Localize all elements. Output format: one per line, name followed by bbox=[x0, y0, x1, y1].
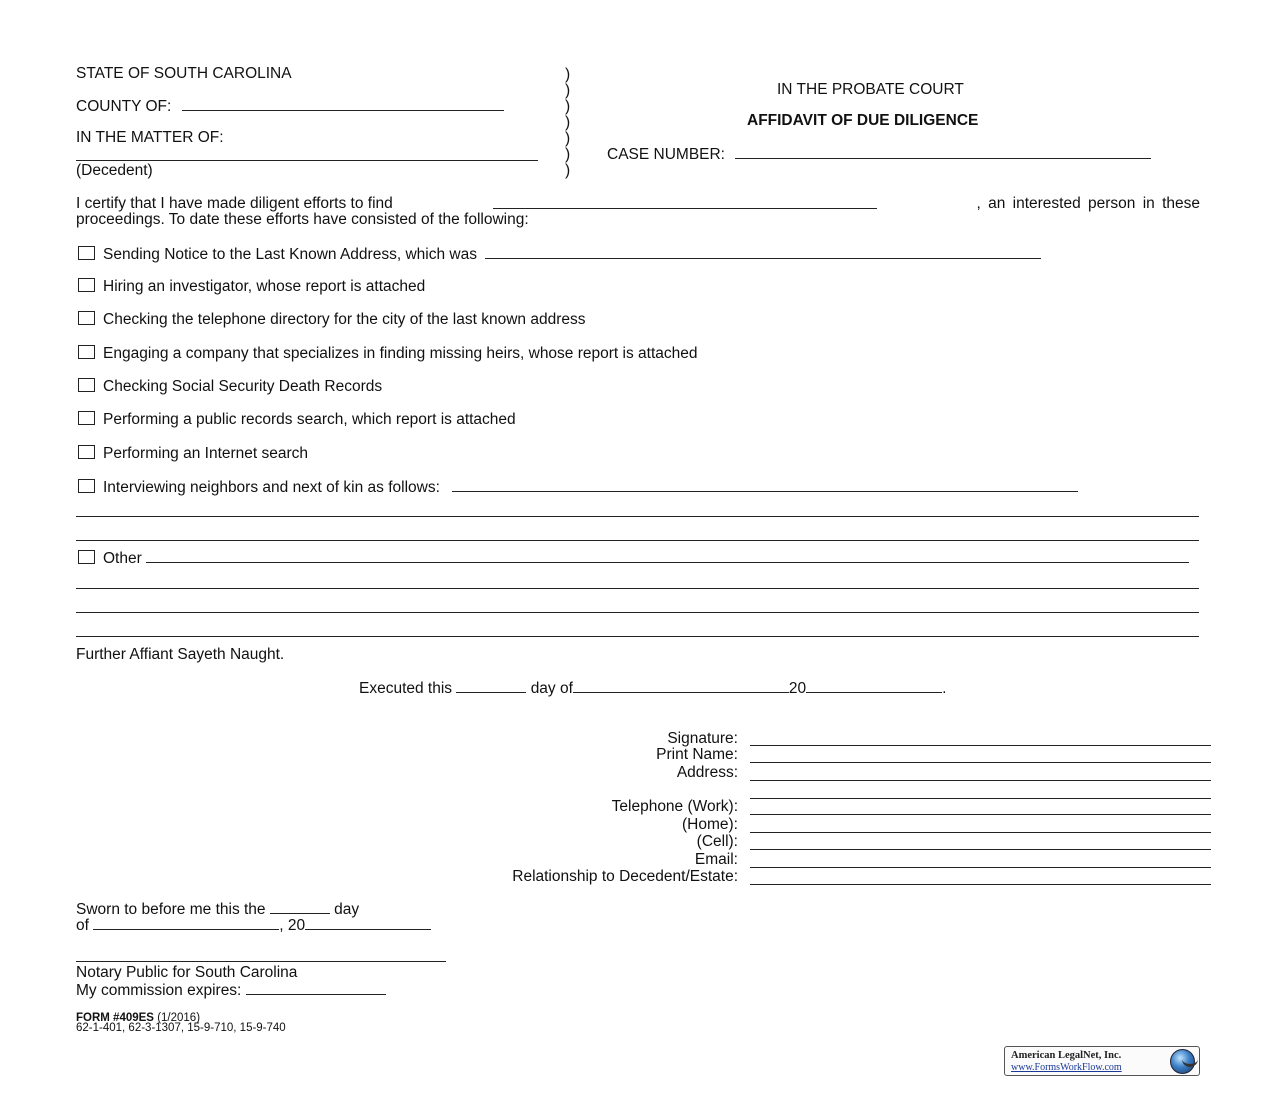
executed-year-label: 20 bbox=[788, 680, 807, 697]
executed-year-input-line[interactable] bbox=[806, 679, 942, 693]
email-input-line[interactable] bbox=[750, 867, 1211, 868]
option-social-security bbox=[78, 378, 382, 396]
telephone-home-input-line[interactable] bbox=[750, 832, 1211, 833]
sworn-day-input-line[interactable] bbox=[270, 900, 330, 914]
option-label: Checking Social Security Death Records bbox=[103, 378, 383, 395]
checkbox[interactable] bbox=[78, 550, 95, 564]
checkbox[interactable] bbox=[78, 278, 95, 292]
signature-label: Signature: bbox=[667, 730, 738, 747]
caption-paren: ) bbox=[565, 98, 571, 115]
last-known-address-input-line[interactable] bbox=[485, 245, 1041, 259]
sworn-label: Sworn to before me this the bbox=[76, 901, 266, 918]
option-label: Sending Notice to the Last Known Address, which was bbox=[103, 246, 477, 263]
email-label: Email: bbox=[694, 851, 738, 868]
sworn-year-label: , 20 bbox=[279, 917, 306, 934]
county-label: COUNTY OF: bbox=[76, 98, 172, 115]
option-telephone-directory bbox=[78, 311, 586, 329]
case-number-input-line[interactable] bbox=[735, 145, 1151, 159]
executed-day-of-label: day of bbox=[530, 680, 573, 697]
commission-line bbox=[76, 981, 386, 1000]
telephone-work-input-line[interactable] bbox=[750, 814, 1211, 815]
sworn-month-line bbox=[76, 916, 431, 935]
affiant-statement: Further Affiant Sayeth Naught. bbox=[76, 646, 285, 663]
option-label: Interviewing neighbors and next of kin as follows: bbox=[103, 479, 440, 496]
option-label: Checking the telephone directory for the city of the last known address bbox=[103, 311, 586, 328]
caption-paren: ) bbox=[565, 130, 571, 147]
county-field bbox=[76, 97, 504, 116]
checkbox[interactable] bbox=[78, 378, 95, 392]
interviewing-continuation-line[interactable] bbox=[76, 516, 1199, 517]
court-name: IN THE PROBATE COURT bbox=[777, 81, 964, 98]
notary-signature-input-line[interactable] bbox=[76, 948, 446, 962]
checkbox[interactable] bbox=[78, 311, 95, 325]
sworn-of-label: of bbox=[76, 917, 89, 934]
caption-paren: ) bbox=[565, 66, 571, 83]
caption-paren: ) bbox=[565, 162, 571, 179]
option-label: Performing a public records search, which report is attached bbox=[103, 411, 516, 428]
telephone-work-label: Telephone (Work): bbox=[611, 798, 738, 815]
option-investigator bbox=[78, 278, 425, 296]
option-label: Other bbox=[103, 550, 142, 567]
other-continuation-line[interactable] bbox=[76, 612, 1199, 613]
print-name-input-line[interactable] bbox=[750, 762, 1211, 763]
logo-url-link[interactable]: www.FormsWorkFlow.com bbox=[1011, 1062, 1122, 1073]
option-interviewing bbox=[78, 478, 1078, 497]
intro-text-start: I certify that I have made diligent efforts to find bbox=[76, 195, 393, 212]
address-input-line-2[interactable] bbox=[750, 798, 1211, 799]
option-other bbox=[78, 549, 1189, 568]
state-label: STATE OF SOUTH CAROLINA bbox=[76, 65, 292, 82]
relationship-label: Relationship to Decedent/Estate: bbox=[512, 868, 738, 885]
caption-paren: ) bbox=[565, 146, 571, 163]
case-number-label: CASE NUMBER: bbox=[607, 146, 725, 163]
case-number-field bbox=[607, 145, 1151, 164]
address-input-line[interactable] bbox=[750, 780, 1211, 781]
option-label: Hiring an investigator, whose report is attached bbox=[103, 278, 426, 295]
execution-date-line: Executed this day of 20 . bbox=[359, 680, 947, 697]
american-legalnet-logo[interactable] bbox=[1004, 1046, 1200, 1076]
sworn-day-label: day bbox=[334, 901, 360, 918]
commission-label: My commission expires: bbox=[76, 982, 242, 999]
other-continuation-line[interactable] bbox=[76, 588, 1199, 589]
telephone-cell-label: (Cell): bbox=[696, 833, 738, 850]
relationship-input-line[interactable] bbox=[750, 884, 1211, 885]
option-last-known-address bbox=[78, 245, 1041, 264]
checkbox[interactable] bbox=[78, 345, 95, 359]
checkbox[interactable] bbox=[78, 246, 95, 260]
option-public-records bbox=[78, 411, 516, 429]
caption-paren: ) bbox=[565, 82, 571, 99]
commission-input-line[interactable] bbox=[246, 981, 386, 995]
print-name-label: Print Name: bbox=[656, 746, 738, 763]
interviewing-continuation-line[interactable] bbox=[76, 540, 1199, 541]
sworn-year-input-line[interactable] bbox=[305, 916, 431, 930]
option-label: Performing an Internet search bbox=[103, 445, 309, 462]
intro-line-2: proceedings. To date these efforts have consisted of the following: bbox=[76, 211, 529, 228]
option-internet-search bbox=[78, 445, 308, 463]
executed-day-input-line[interactable] bbox=[456, 679, 526, 693]
telephone-home-label: (Home): bbox=[682, 816, 738, 833]
interviewing-input-line[interactable] bbox=[452, 478, 1078, 492]
option-label: Engaging a company that specializes in finding missing heirs, whose report is attached bbox=[103, 345, 698, 362]
telephone-cell-input-line[interactable] bbox=[750, 849, 1211, 850]
executed-month-input-line[interactable] bbox=[573, 679, 789, 693]
checkbox[interactable] bbox=[78, 479, 95, 493]
form-number: FORM #409ES bbox=[76, 1012, 154, 1024]
signature-input-line[interactable] bbox=[750, 745, 1211, 746]
checkbox[interactable] bbox=[78, 445, 95, 459]
notary-title: Notary Public for South Carolina bbox=[76, 964, 298, 981]
form-date: (1/2016) bbox=[157, 1012, 201, 1024]
interested-person-input-line[interactable] bbox=[493, 195, 877, 209]
decedent-name-input-line[interactable] bbox=[76, 147, 538, 161]
county-input-line[interactable] bbox=[182, 97, 504, 111]
logo-company-name: American LegalNet, Inc. bbox=[1011, 1050, 1122, 1061]
other-continuation-line[interactable] bbox=[76, 636, 1199, 637]
other-input-line[interactable] bbox=[146, 549, 1189, 563]
statutes: 62-1-401, 62-3-1307, 15-9-710, 15-9-740 bbox=[76, 1022, 286, 1034]
checkbox[interactable] bbox=[78, 411, 95, 425]
matter-label: IN THE MATTER OF: bbox=[76, 129, 224, 146]
caption-paren: ) bbox=[565, 114, 571, 131]
intro-text-end: , an interested person in these bbox=[976, 195, 1200, 212]
executed-label: Executed this bbox=[359, 680, 453, 697]
form-title: AFFIDAVIT OF DUE DILIGENCE bbox=[747, 112, 979, 129]
decedent-label: (Decedent) bbox=[76, 162, 153, 179]
sworn-month-input-line[interactable] bbox=[93, 916, 279, 930]
option-missing-heirs-company bbox=[78, 345, 698, 363]
address-label: Address: bbox=[676, 764, 738, 781]
